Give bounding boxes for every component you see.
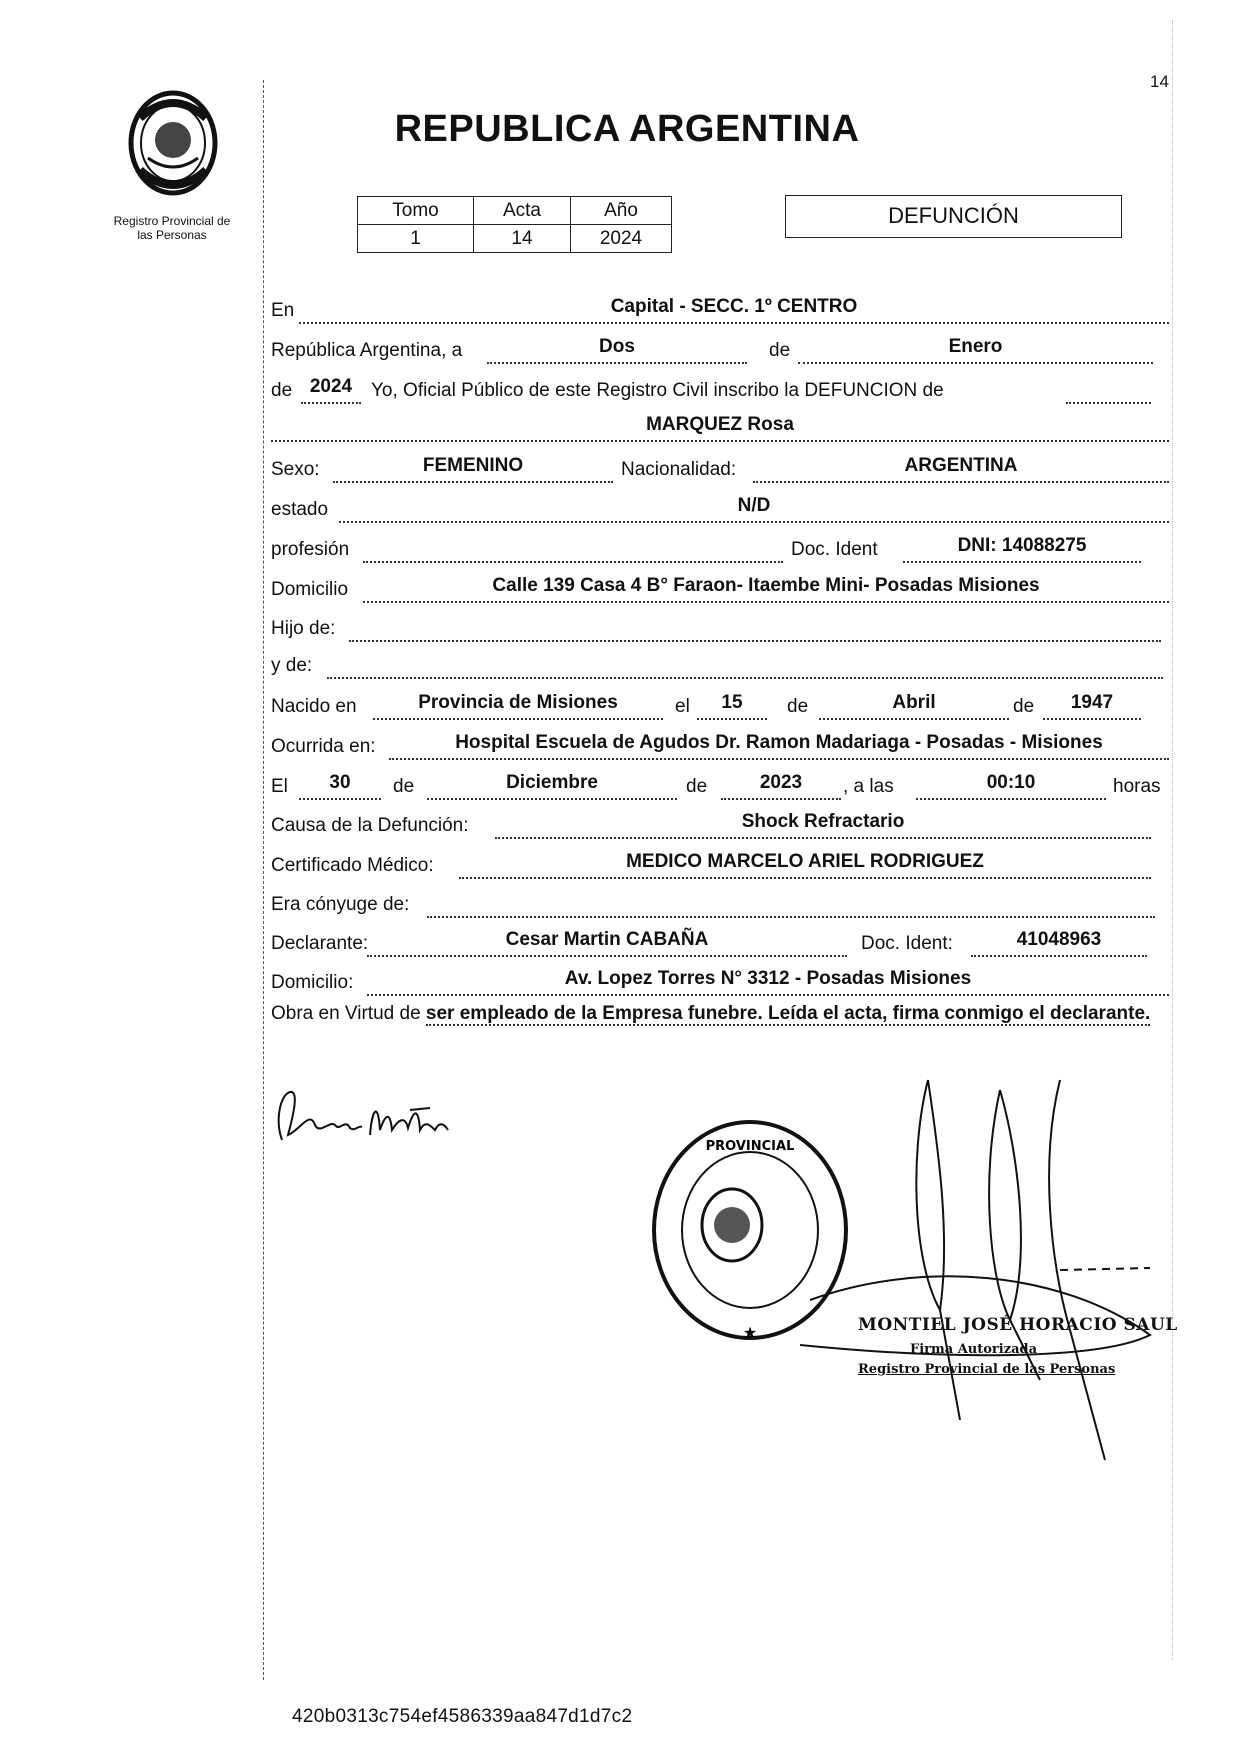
profesion-label: profesión bbox=[271, 539, 350, 560]
nac-mes-field: Abril bbox=[819, 692, 1009, 720]
doc-label: Doc. Ident bbox=[791, 539, 878, 560]
alas-label: , a las bbox=[843, 776, 894, 797]
dia-field: Dos bbox=[487, 336, 747, 364]
row-ocurrida bbox=[271, 732, 1169, 762]
nacido-lugar-field: Provincia de Misiones bbox=[373, 692, 663, 720]
domicilio-label: Domicilio bbox=[271, 579, 349, 600]
official-name: MONTIEL JOSÉ HORACIO SAUL bbox=[858, 1315, 1178, 1335]
nac-de-label-1: de bbox=[787, 696, 809, 717]
row-nombre bbox=[271, 414, 1169, 444]
dec-doc-label: Doc. Ident: bbox=[861, 933, 953, 954]
obra-label: Obra en Virtud de bbox=[271, 1003, 421, 1024]
de-label-2: de bbox=[271, 380, 293, 401]
doc-field: DNI: 14088275 bbox=[903, 535, 1141, 563]
row-certificado bbox=[271, 851, 1169, 881]
causa-field: Shock Refractario bbox=[495, 811, 1151, 839]
dec-domicilio-label: Domicilio: bbox=[271, 972, 354, 993]
def-anio-field: 2023 bbox=[721, 772, 841, 800]
anio-value: 2024 bbox=[571, 225, 672, 253]
hijo-field bbox=[349, 614, 1161, 642]
declarant-signature bbox=[270, 1080, 470, 1160]
conyuge-field bbox=[427, 890, 1155, 918]
en-label: En bbox=[271, 300, 295, 321]
nombre-field: MARQUEZ Rosa bbox=[271, 414, 1169, 442]
anio-field: 2024 bbox=[301, 376, 361, 404]
mes-field: Enero bbox=[798, 336, 1153, 364]
horas-label: horas bbox=[1113, 776, 1161, 797]
nac-dia-field: 15 bbox=[697, 692, 767, 720]
el-label: el bbox=[675, 696, 690, 717]
row-en bbox=[271, 296, 1169, 326]
official-role: Firma Autorizada bbox=[910, 1342, 1038, 1357]
estado-field: N/D bbox=[339, 495, 1169, 523]
margin-line bbox=[263, 80, 264, 1680]
row-domicilio bbox=[271, 575, 1169, 605]
hijo-label: Hijo de: bbox=[271, 618, 336, 639]
causa-label: Causa de la Defunción: bbox=[271, 815, 469, 836]
anio-header: Año bbox=[571, 197, 672, 225]
row-sexo bbox=[271, 455, 1169, 485]
obra-statement bbox=[271, 1000, 1171, 1028]
nacionalidad-label: Nacionalidad: bbox=[621, 459, 737, 480]
act-type-box: DEFUNCIÓN bbox=[785, 195, 1122, 238]
declarante-label: Declarante: bbox=[271, 933, 369, 954]
conyuge-label: Era cónyuge de: bbox=[271, 894, 410, 915]
row-estado bbox=[271, 495, 1169, 525]
tomo-value: 1 bbox=[358, 225, 474, 253]
certificado-label: Certificado Médico: bbox=[271, 855, 434, 876]
declarante-field: Cesar Martin CABAÑA bbox=[367, 929, 847, 957]
nacionalidad-field: ARGENTINA bbox=[753, 455, 1169, 483]
def-de-label-1: de bbox=[393, 776, 415, 797]
profesion-field bbox=[363, 535, 783, 563]
svg-text:★: ★ bbox=[742, 1323, 758, 1342]
page-number: 14 bbox=[1150, 72, 1169, 91]
ocurrida-label: Ocurrida en: bbox=[271, 736, 376, 757]
republica-label: República Argentina, a bbox=[271, 340, 463, 361]
row-conyuge bbox=[271, 890, 1169, 920]
de-label-1: de bbox=[769, 340, 791, 361]
ocurrida-field: Hospital Escuela de Agudos Dr. Ramon Madariaga - Posadas - Misiones bbox=[389, 732, 1169, 760]
estado-label: estado bbox=[271, 499, 329, 520]
row-hijo bbox=[271, 614, 1169, 644]
row-nacido bbox=[271, 692, 1169, 722]
yde-field bbox=[327, 651, 1163, 679]
document-hash: 420b0313c754ef4586339aa847d1d7c2 bbox=[292, 1706, 633, 1727]
registry-caption bbox=[92, 214, 252, 242]
sexo-field: FEMENINO bbox=[333, 455, 613, 483]
registry-caption-line2: las Personas bbox=[137, 228, 207, 242]
def-el-label: El bbox=[271, 776, 288, 797]
hora-field: 00:10 bbox=[916, 772, 1106, 800]
nacido-label: Nacido en bbox=[271, 696, 357, 717]
row-dec-domicilio bbox=[271, 968, 1169, 998]
record-table bbox=[357, 196, 672, 253]
def-mes-field: Diciembre bbox=[427, 772, 677, 800]
domicilio-field: Calle 139 Casa 4 B° Faraon- Itaembe Mini- Posadas Misiones bbox=[363, 575, 1169, 603]
sexo-label: Sexo: bbox=[271, 459, 320, 480]
tomo-header: Tomo bbox=[358, 197, 474, 225]
country-title: REPUBLICA ARGENTINA bbox=[394, 108, 860, 150]
row-declarante bbox=[271, 929, 1169, 959]
acta-value: 14 bbox=[474, 225, 571, 253]
nac-de-label-2: de bbox=[1013, 696, 1035, 717]
svg-text:PROVINCIAL: PROVINCIAL bbox=[705, 1139, 795, 1154]
acta-header: Acta bbox=[474, 197, 571, 225]
certificado-field: MEDICO MARCELO ARIEL RODRIGUEZ bbox=[459, 851, 1151, 879]
dec-domicilio-field: Av. Lopez Torres N° 3312 - Posadas Misiones bbox=[367, 968, 1169, 996]
page-title bbox=[0, 108, 1239, 151]
official-signature bbox=[800, 1060, 1160, 1480]
obra-text: ser empleado de la Empresa funebre. Leída el acta, firma conmigo el declarante. bbox=[425, 1003, 1151, 1024]
nac-anio-field: 1947 bbox=[1043, 692, 1141, 720]
row-defuncion-fecha bbox=[271, 772, 1169, 802]
right-margin-ticks bbox=[1172, 20, 1173, 1660]
row-profesion bbox=[271, 535, 1169, 565]
def-dia-field: 30 bbox=[299, 772, 381, 800]
inscribe-blank bbox=[1066, 376, 1151, 404]
row-causa bbox=[271, 811, 1169, 841]
dec-doc-field: 41048963 bbox=[971, 929, 1147, 957]
row-fecha bbox=[271, 336, 1169, 366]
def-de-label-2: de bbox=[686, 776, 708, 797]
registry-caption-line1: Registro Provincial de bbox=[113, 214, 231, 228]
inscribe-text: Yo, Oficial Público de este Registro Civil inscribo la DEFUNCION de bbox=[371, 380, 944, 401]
row-inscribe bbox=[271, 376, 1169, 406]
en-field: Capital - SECC. 1º CENTRO bbox=[299, 296, 1169, 324]
yde-label: y de: bbox=[271, 655, 313, 676]
official-registry: Registro Provincial de las Personas bbox=[858, 1362, 1116, 1377]
row-yde bbox=[271, 651, 1169, 681]
